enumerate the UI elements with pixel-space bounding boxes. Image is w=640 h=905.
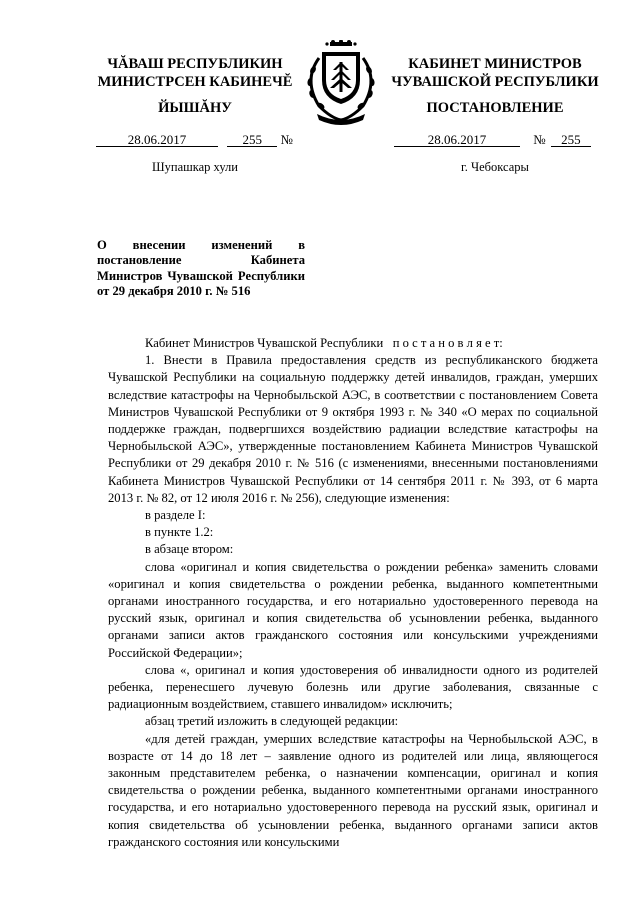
header-left-date: 28.06.2017 (96, 133, 218, 147)
body-paragraph: в разделе I: (145, 508, 206, 523)
body-paragraph: абзац третий изложить в следующей редакции: (145, 714, 399, 729)
intro-prefix: Кабинет Министров Чувашской Республики (145, 336, 384, 350)
body-paragraph: «для детей граждан, умерших вследствие катастрофы на Чернобыльской АЭС, в возрасте от 14 до 18 лет – заявление одного из родителей или лица, являющегося законным представителем ребенка, о назначении компенсации, оригинал и копия свидетельства о рождении ребенка, выданного компетентными органами иностранного государства, и его нотариально удостоверенного перевода на русский язык, оригинал и копия свидетельства об усыновлении ребенка, выданного органами записи актов гражданского состояния или консульскими (108, 731, 598, 849)
header-right-number: 255 (551, 133, 591, 147)
body-paragraph: в пункте 1.2: (145, 525, 214, 540)
header-left-org (95, 55, 295, 91)
header-right-doc-type: ПОСТАНОВЛЕНИЕ (426, 100, 564, 116)
header-right-number-sign: № (533, 132, 546, 147)
header-left-line1: ЧĂВАШ РЕСПУБЛИКИН (107, 56, 283, 72)
header-left-number-sign: № (280, 132, 293, 147)
body-paragraph: в абзаце втором: (145, 542, 234, 557)
header-left-number: 255 (227, 133, 277, 147)
header-right-date: 28.06.2017 (394, 133, 520, 147)
header-left-line2: МИНИСТРСЕН КАБИНЕЧĔ (97, 74, 293, 90)
header-right-line2: ЧУВАШСКОЙ РЕСПУБЛИКИ (391, 74, 599, 90)
body-paragraph: слова «, оригинал и копия удостоверения об инвалидности одного из родителей ребенка, перенесшего лучевую болезнь или другие заболевания, связанные с радиационным воздействием, ставшего инвалидом» исключить; (108, 662, 598, 712)
intro-paragraph (108, 335, 598, 352)
header-right-number-line (394, 132, 591, 148)
header-right-line1: КАБИНЕТ МИНИСТРОВ (408, 56, 582, 72)
document-body (108, 335, 598, 851)
header-right-org (390, 55, 600, 91)
header-left-number-line (96, 132, 293, 148)
intro-verb: п о с т а н о в л я е т: (392, 336, 503, 350)
header-left-doc-type: ЙЫШĂНУ (158, 100, 232, 116)
header-left-city: Шупашкар хули (152, 160, 238, 174)
document-title: О внесении изменений в постановление Кабинета Министров Чувашской Республики от 29 декабря 2010 г. № 516 (97, 238, 305, 299)
chuvash-coat-of-arms-icon (297, 40, 385, 128)
body-paragraph: 1. Внести в Правила предоставления средств из республиканского бюджета Чувашской Республики на социальную поддержку детей инвалидов, граждан, умерших вследствие катастрофы на Чернобыльской АЭС, в соответствии с постановлением Совета Министров Чувашской Республики от 9 октября 1993 г. № 340 «О мерах по социальной поддержке граждан, подвергшихся воздействию радиации вследствие катастрофы на Чернобыльской АЭС», утвержденные постановлением Кабинета Министров Чувашской Республики от 29 декабря 2010 г. № 516 (с изменениями, внесенными постановлениями Кабинета Министров Чувашской Республики от 14 сентября 2011 г. № 393, от 6 марта 2013 г. № 82, от 12 июля 2016 г. № 256), следующие изменения: (108, 353, 598, 505)
body-paragraph: слова «оригинал и копия свидетельства о рождении ребенка» заменить словами «оригинал и копия свидетельства о рождении ребенка, выданного компетентными органами иностранного государства, и его нотариально удостоверенного перевода на русский язык, оригинал и копия свидетельства об усыновлении ребенка, выданного органами записи актов гражданского состояния или консульскими учреждениями Российской Федерации»; (108, 559, 598, 660)
header-right-city: г. Чебоксары (461, 160, 529, 174)
